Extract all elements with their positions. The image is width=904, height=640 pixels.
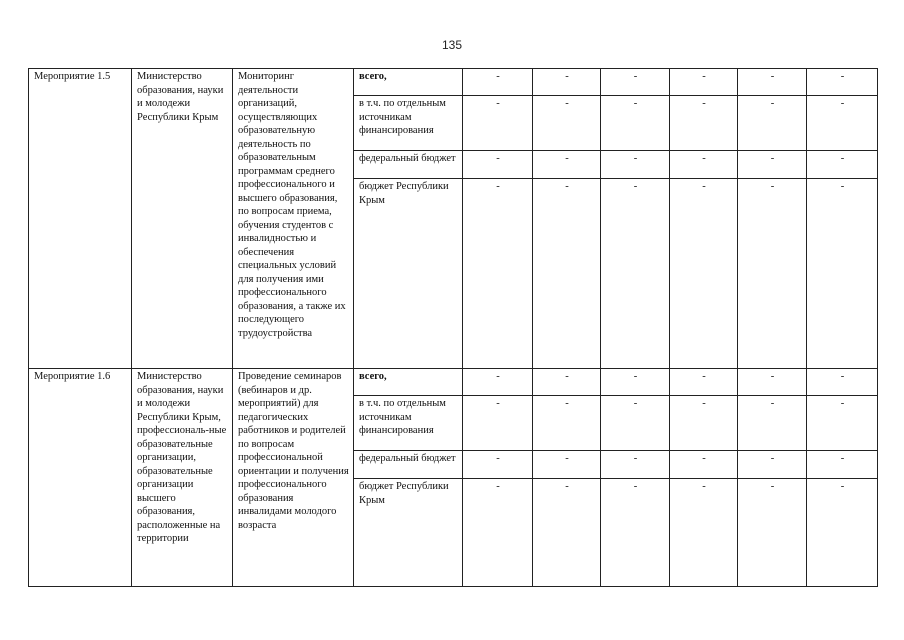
value-cell: - bbox=[670, 179, 738, 369]
value-cell: - bbox=[807, 396, 878, 451]
executor-cell: Министерство образования, науки и молодежи Республики Крым bbox=[132, 69, 233, 369]
value-cell: - bbox=[463, 96, 533, 151]
executor-cell: Министерство образования, науки и молодежи Республики Крым, профессиональ-ные образовательные организации, образовательные организации высшего образования, расположенные на территории bbox=[132, 369, 233, 587]
measure-cell: Мероприятие 1.6 bbox=[29, 369, 132, 587]
value-cell: - bbox=[533, 151, 601, 179]
value-cell: - bbox=[738, 151, 807, 179]
value-cell: - bbox=[670, 451, 738, 479]
table-row bbox=[29, 369, 878, 396]
value-cell: - bbox=[601, 479, 670, 587]
value-cell: - bbox=[533, 96, 601, 151]
value-cell: - bbox=[670, 479, 738, 587]
page-number: 135 bbox=[441, 38, 463, 52]
funding-source-cell: федеральный бюджет bbox=[354, 151, 463, 179]
value-cell: - bbox=[533, 479, 601, 587]
value-cell: - bbox=[807, 151, 878, 179]
funding-source-cell: бюджет Республики Крым bbox=[354, 479, 463, 587]
value-cell: - bbox=[807, 69, 878, 96]
funding-source-cell: федеральный бюджет bbox=[354, 451, 463, 479]
value-cell: - bbox=[738, 451, 807, 479]
value-cell: - bbox=[533, 369, 601, 396]
value-cell: - bbox=[807, 96, 878, 151]
value-cell: - bbox=[601, 396, 670, 451]
value-cell: - bbox=[463, 151, 533, 179]
description-cell: Проведение семинаров (вебинаров и др. мероприятий) для педагогических работников и родителей по вопросам профессиональной ориентации и получения профессионального образования инвалидами молодого возраста bbox=[233, 369, 354, 587]
funding-source-cell: бюджет Республики Крым bbox=[354, 179, 463, 369]
value-cell: - bbox=[670, 151, 738, 179]
table-row bbox=[29, 69, 878, 96]
value-cell: - bbox=[738, 96, 807, 151]
value-cell: - bbox=[533, 69, 601, 96]
value-cell: - bbox=[463, 479, 533, 587]
funding-source-cell: всего, bbox=[354, 69, 463, 96]
value-cell: - bbox=[463, 451, 533, 479]
value-cell: - bbox=[670, 69, 738, 96]
value-cell: - bbox=[533, 396, 601, 451]
value-cell: - bbox=[463, 396, 533, 451]
value-cell: - bbox=[807, 369, 878, 396]
value-cell: - bbox=[463, 69, 533, 96]
value-cell: - bbox=[738, 179, 807, 369]
value-cell: - bbox=[533, 451, 601, 479]
value-cell: - bbox=[807, 479, 878, 587]
value-cell: - bbox=[807, 179, 878, 369]
measure-cell: Мероприятие 1.5 bbox=[29, 69, 132, 369]
value-cell: - bbox=[670, 396, 738, 451]
value-cell: - bbox=[601, 151, 670, 179]
value-cell: - bbox=[738, 369, 807, 396]
value-cell: - bbox=[807, 451, 878, 479]
value-cell: - bbox=[601, 69, 670, 96]
value-cell: - bbox=[463, 179, 533, 369]
funding-source-cell: в т.ч. по отдельным источникам финансирования bbox=[354, 96, 463, 151]
value-cell: - bbox=[601, 369, 670, 396]
value-cell: - bbox=[738, 69, 807, 96]
value-cell: - bbox=[463, 369, 533, 396]
value-cell: - bbox=[601, 179, 670, 369]
value-cell: - bbox=[670, 96, 738, 151]
value-cell: - bbox=[601, 96, 670, 151]
value-cell: - bbox=[601, 451, 670, 479]
funding-table bbox=[28, 68, 878, 587]
description-cell: Мониторинг деятельности организаций, осуществляющих образовательную деятельность по образовательным программам среднего профессионального и высшего образования, по вопросам приема, обучения студентов с инвалидностью и обеспечения специальных условий для получения ими профессионального образования, а также их последующего трудоустройства bbox=[233, 69, 354, 369]
value-cell: - bbox=[533, 179, 601, 369]
value-cell: - bbox=[670, 369, 738, 396]
funding-source-cell: всего, bbox=[354, 369, 463, 396]
funding-source-cell: в т.ч. по отдельным источникам финансирования bbox=[354, 396, 463, 451]
value-cell: - bbox=[738, 396, 807, 451]
value-cell: - bbox=[738, 479, 807, 587]
